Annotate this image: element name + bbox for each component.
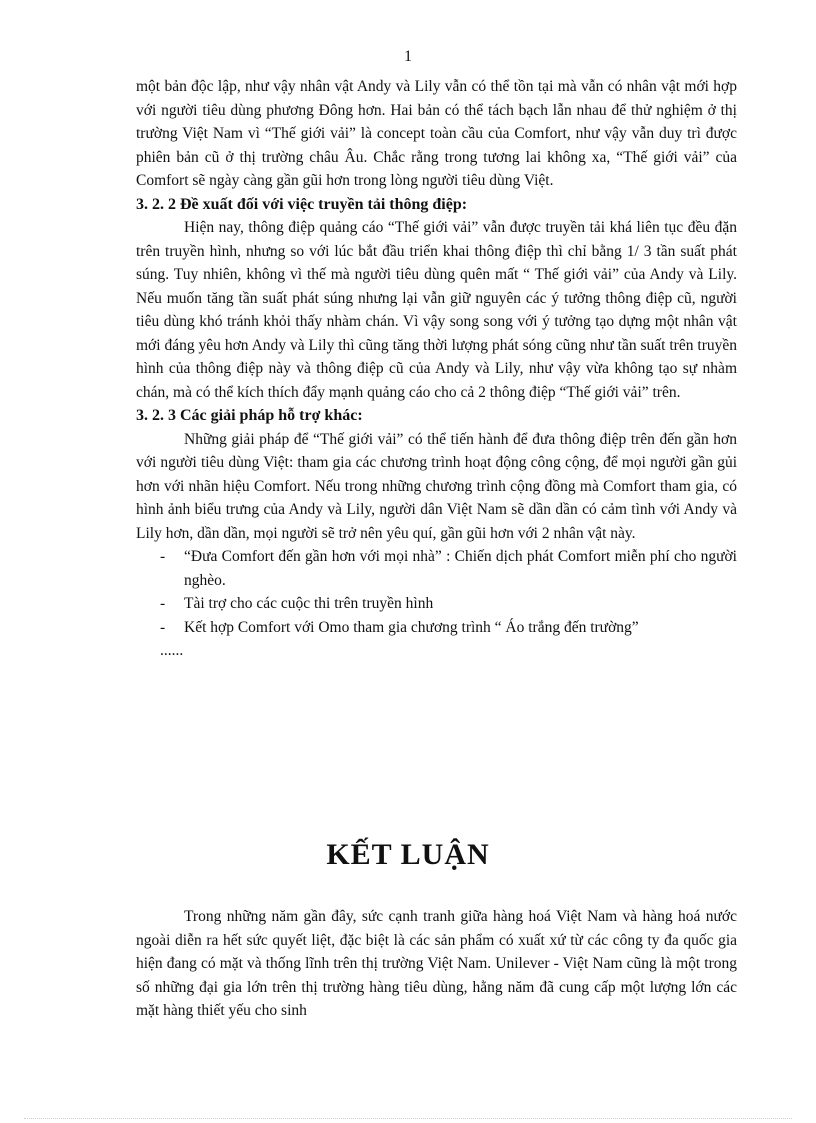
list-item-text: “Đưa Comfort đến gần hơn với mọi nhà” : Chiến dịch phát Comfort miễn phí cho người nghèo. bbox=[184, 548, 737, 589]
list-item bbox=[136, 616, 737, 640]
section-heading-3-2-3: 3. 2. 3 Các giải pháp hỗ trợ khác: bbox=[136, 407, 363, 424]
section-heading-3-2-2: 3. 2. 2 Đề xuất đối với việc truyền tải thông điệp: bbox=[136, 195, 468, 213]
list-ellipsis: ...... bbox=[160, 642, 184, 659]
list-item-text: Tài trợ cho các cuộc thi trên truyền hình bbox=[184, 595, 434, 612]
list-item-text: Kết hợp Comfort với Omo tham gia chương trình “ Áo trắng đến trường” bbox=[184, 618, 639, 636]
page-number: 1 bbox=[404, 48, 412, 65]
list-item bbox=[136, 545, 737, 592]
conclusion-title: KẾT LUẬN bbox=[326, 838, 490, 871]
document-body bbox=[136, 75, 737, 663]
conclusion-paragraph: Trong những năm gần đây, sức cạnh tranh giữa hàng hoá Việt Nam và hàng hoá nước ngoài diễn ra hết sức quyết liệt, đặc biệt là các sản phẩm có xuất xứ từ các công ty đa quốc gia hiện đang có mặt và thống lĩnh trên thị trường Việt Nam. Unilever - Việt Nam cũng là một trong số những đại gia lớn trên thị trường hàng tiêu dùng, hằng năm đã cung cấp một lượng lớn các mặt hàng thiết yếu cho sinh bbox=[136, 908, 737, 1019]
section-paragraph-3-2-3: Những giải pháp để “Thế giới vải” có thể tiến hành để đưa thông điệp trên đến gần hơn với người tiêu dùng Việt: tham gia các chương trình hoạt động công cộng, để mọi người gần gủi hơn với nhãn hiệu Comfort. Nếu trong những chương trình cộng đồng mà Comfort tham gia, có hình ảnh biểu trưng của Andy và Lily, người dân Việt Nam sẽ dần dần có cảm tình với Andy và Lily hơn, dần dần, mọi người sẽ trở nên yêu quí, gần gũi hơn với 2 nhân vật này. bbox=[136, 430, 737, 542]
intro-paragraph: một bản độc lập, như vậy nhân vật Andy và Lily vẫn có thể tồn tại mà vẫn có nhân vật mới hợp với người tiêu dùng phương Đông hơn. Hai bản có thể tách bạch lẫn nhau để thử nghiệm ở thị trường Việt Nam vì “Thế giới vải” là concept toàn cầu của Comfort, như vậy vẫn duy trì được phiên bản cũ ở thị trường châu Âu. Chắc rằng trong tương lai không xa, “Thế giới vải” của Comfort sẽ ngày càng gần gũi hơn trong lòng người tiêu dùng Việt. bbox=[136, 78, 737, 189]
page-bottom-divider bbox=[24, 1118, 792, 1119]
dash-marker: - bbox=[160, 548, 166, 565]
dash-marker: - bbox=[160, 618, 166, 636]
dash-marker: - bbox=[160, 595, 166, 612]
section-paragraph-3-2-2: Hiện nay, thông điệp quảng cáo “Thế giới vải” vẫn được truyền tải khá liên tục đều đặn trên truyền hình, nhưng so với lúc bắt đầu triển khai thông điệp thì chỉ bằng 1/ 3 tần suất phát súng. Tuy nhiên, không vì thế mà người tiêu dùng quên mất “ Thế giới vải” của Andy và Lily. Nếu muốn tăng tần suất phát súng nhưng lại vẫn giữ nguyên các ý tưởng thông điệp cũ, người tiêu dùng khó tránh khỏi thấy nhàm chán. Vì vậy song song với ý tưởng tạo dựng một nhân vật mới đáng yêu hơn Andy và Lily thì cũng tăng thời lượng phát sóng cũng như tần suất trên truyền hình của thông điệp này và thông điệp cũ của Andy và Lily, như vậy vừa không tạo sự nhàm chán, mà có thể kích thích đẩy mạnh quảng cáo cho cả 2 thông điệp “Thế giới vải” trên. bbox=[136, 219, 737, 401]
bullet-list bbox=[136, 545, 737, 639]
list-item bbox=[136, 592, 737, 616]
